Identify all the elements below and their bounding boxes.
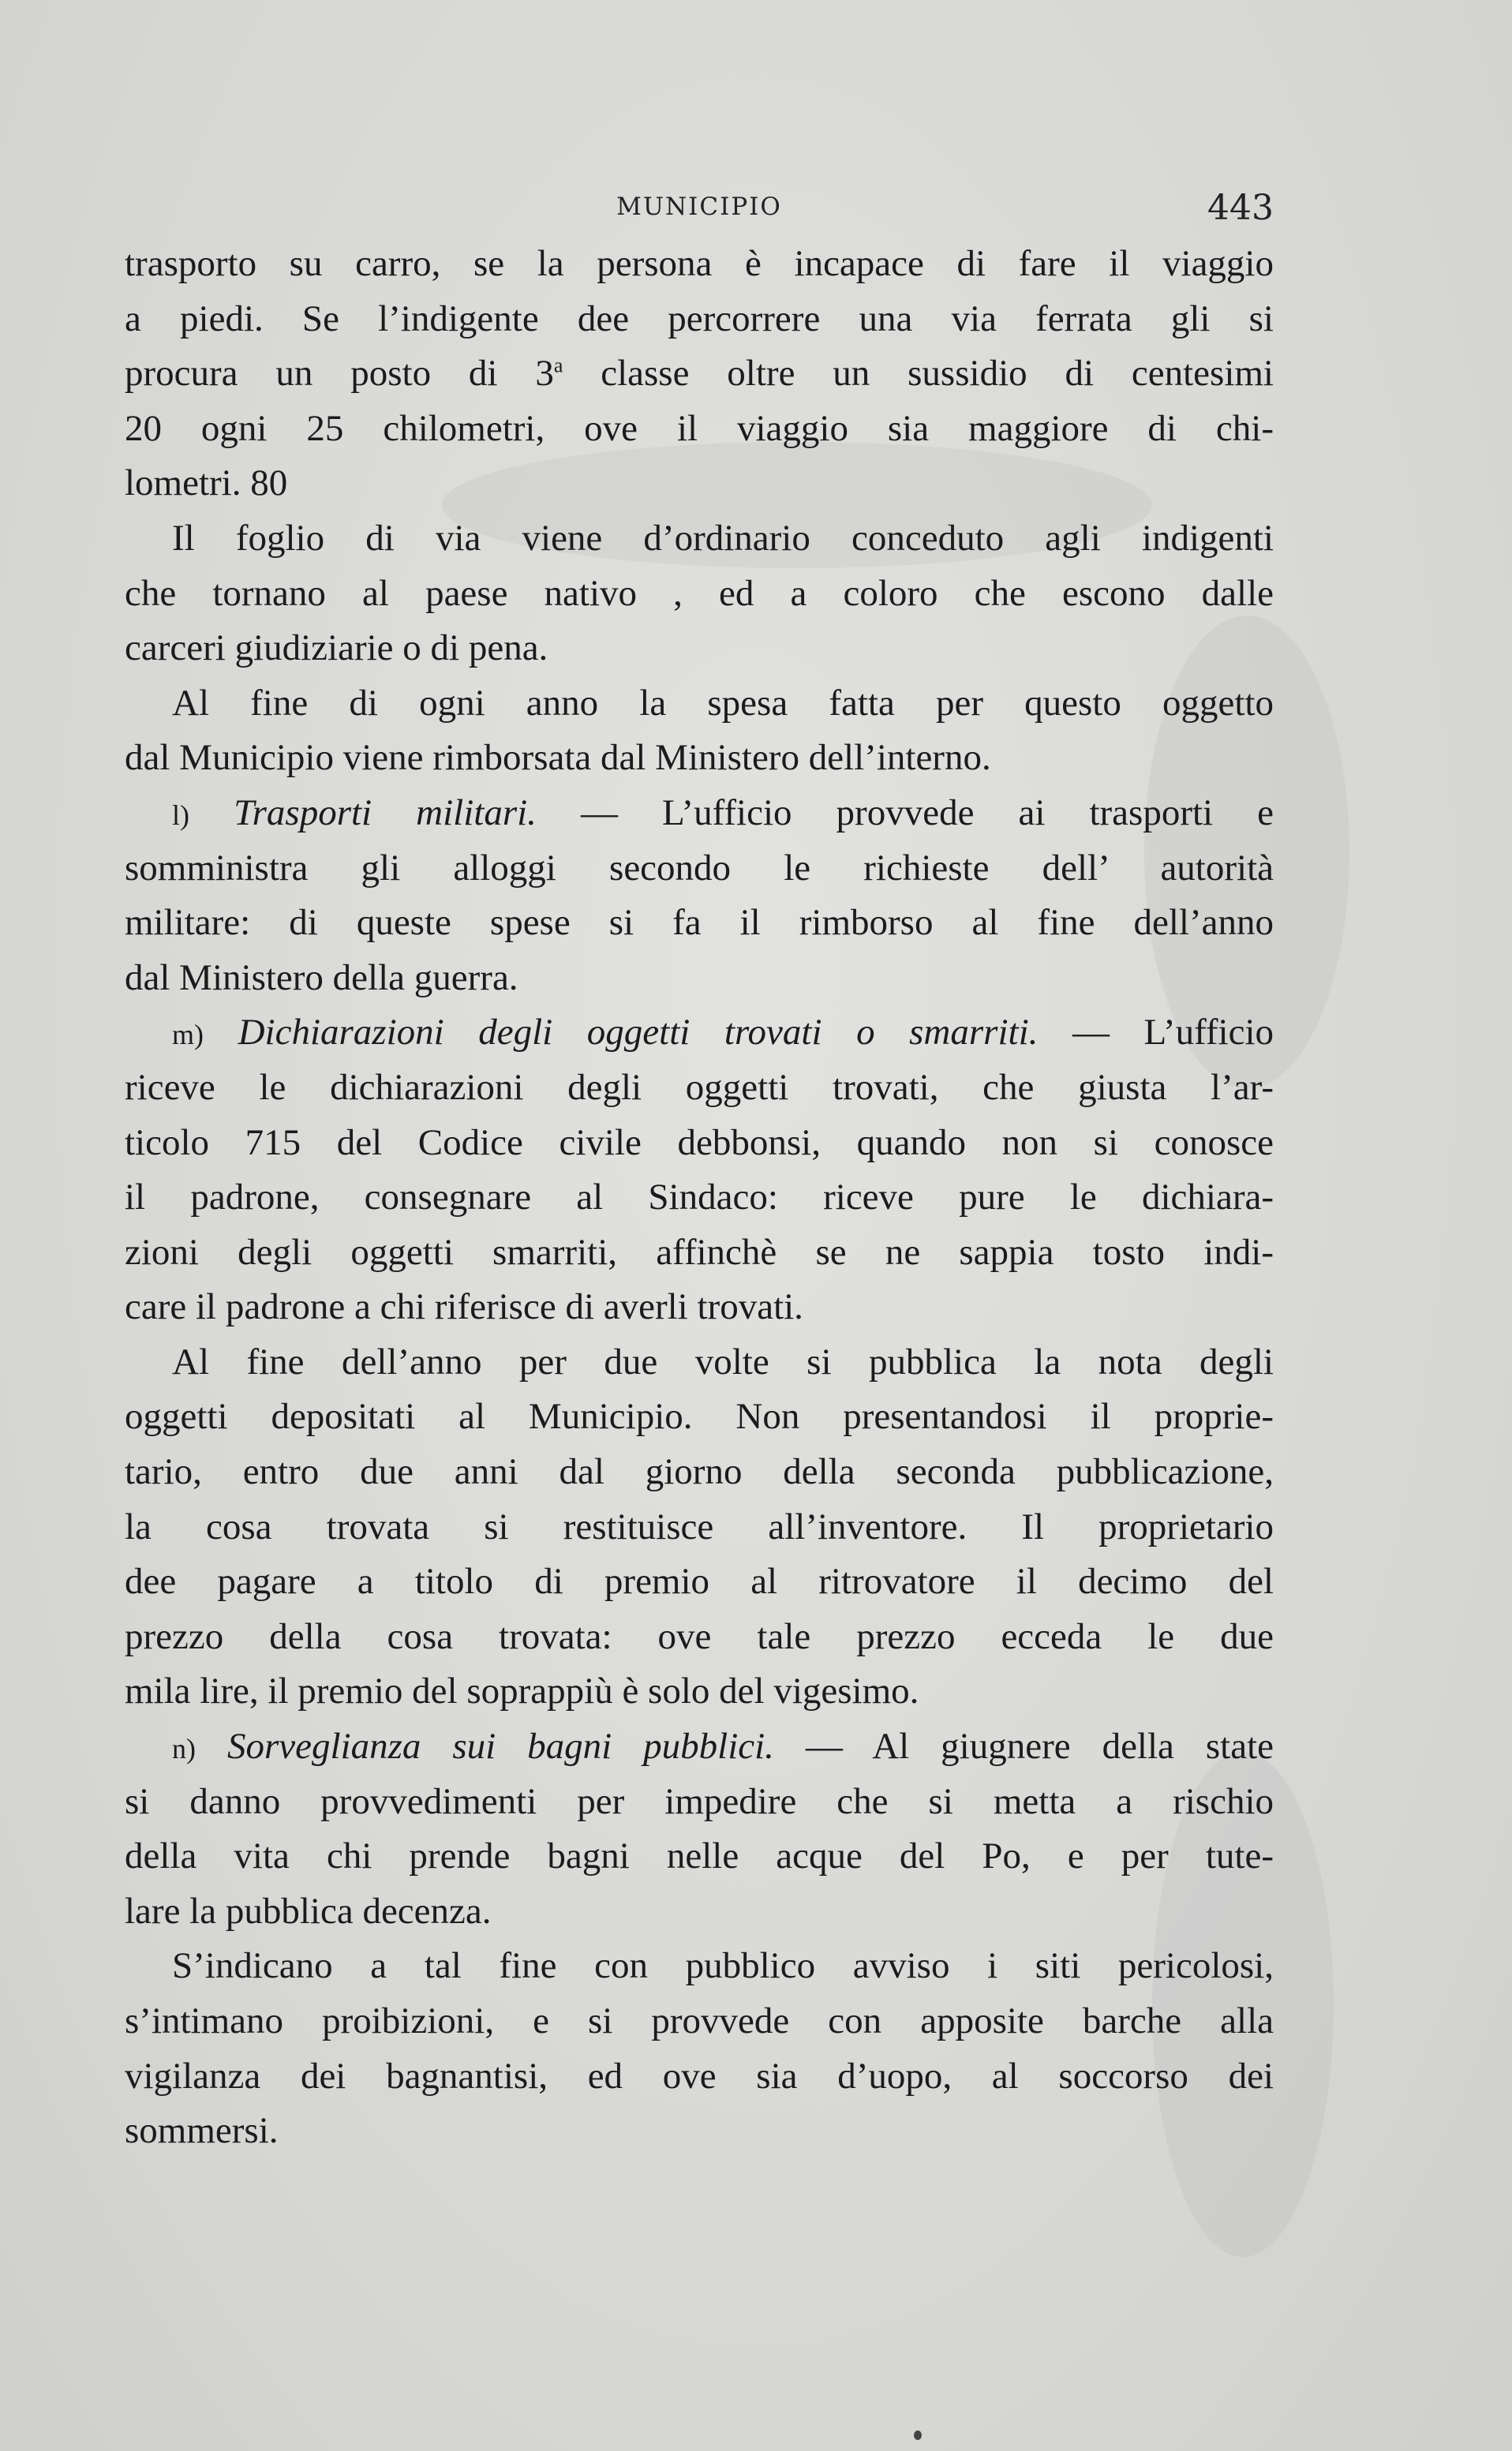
text-line: militare: di queste spese si fa il rimborso al fine dell’anno [125,902,1274,944]
text-line: care il padrone a chi riferisce di averli trovati. [125,1286,803,1328]
text-line: dee pagare a titolo di premio al ritrovatore il decimo del [125,1561,1274,1603]
running-head: MUNICIPIO [616,193,782,221]
text-line: lometri. 80 [125,462,288,504]
text-segment: — Al giugnere della state [773,1726,1274,1768]
text-line: somministra gli alloggi secondo le richieste dell’ autorità [125,847,1274,889]
text-line: riceve le dichiarazioni degli oggetti trovati, che giusta l’ar- [125,1066,1274,1108]
text-line: 20 ogni 25 chilometri, ove il viaggio sia maggiore di chi- [125,407,1274,449]
text-segment: — L’ufficio [1038,1012,1274,1053]
text-line: sommersi. [125,2110,279,2152]
text-line: della vita chi prende bagni nelle acque del Po, e per tute- [125,1835,1274,1877]
text-line [125,786,1274,841]
section-letter: n) [172,1733,196,1765]
text-line [125,1005,1274,1061]
text-line [125,1719,1274,1775]
body-text [125,237,1274,2159]
text-line: il padrone, consegnare al Sindaco: riceve pure le dichiara- [125,1177,1274,1218]
text-line: la cosa trovata si restituisce all’inventore. Il proprietario [125,1506,1274,1547]
superscript: a [553,354,563,377]
text-line: dal Ministero della guerra. [125,956,518,998]
text-line: carceri giudiziarie o di pena. [125,627,548,669]
ink-speck [914,2430,922,2440]
section-title: Trasporti militari. [234,791,537,833]
text-segment: — L’ufficio provvede ai trasporti e [536,791,1274,833]
text-line: che tornano al paese nativo , ed a coloro che escono dalle [125,572,1274,614]
section-title: Sorveglianza sui bagni pubblici. [226,1726,774,1768]
section-title: Dichiarazioni degli oggetti trovati o smarriti. [238,1012,1039,1053]
section-letter: m) [172,1019,204,1051]
text-line: lare la pubblica decenza. [125,1890,492,1932]
text-line [125,346,1274,402]
text-line: oggetti depositati al Municipio. Non presentandosi il proprie- [125,1396,1274,1438]
section-letter: l) [172,799,189,831]
text-line: prezzo della cosa trovata: ove tale prezzo ecceda le due [125,1615,1274,1657]
text-line: vigilanza dei bagnantisi, ed ove sia d’uopo, al soccorso dei [125,2055,1274,2097]
text-line: zioni degli oggetti smarriti, affinchè se ne sappia tosto indi- [125,1231,1274,1273]
text-line: a piedi. Se l’indigente dee percorrere una via ferrata gli si [125,297,1274,339]
text-segment: procura un posto di 3 [125,353,554,395]
text-line: S’indicano a tal fine con pubblico avviso i siti pericolosi, [172,1945,1274,1987]
text-line: mila lire, il premio del soprappiù è solo del vigesimo. [125,1671,919,1712]
text-line: Il foglio di via viene d’ordinario conceduto agli indigenti [172,517,1274,559]
text-line: dal Municipio viene rimborsata dal Ministero dell’interno. [125,737,991,779]
text-line: s’intimano proibizioni, e si provvede con apposite barche alla [125,2000,1274,2041]
text-segment: classe oltre un sussidio di centesimi [563,353,1274,395]
text-line: tario, entro due anni dal giorno della seconda pubblicazione, [125,1451,1274,1493]
page-header [125,188,1274,227]
text-line: Al fine di ogni anno la spesa fatta per questo oggetto [172,682,1274,724]
text-line: Al fine dell’anno per due volte si pubblica la nota degli [172,1341,1274,1383]
text-line: si danno provvedimenti per impedire che si metta a rischio [125,1780,1274,1822]
text-line: trasporto su carro, se la persona è incapace di fare il viaggio [125,243,1274,284]
text-line: ticolo 715 del Codice civile debbonsi, quando non si conosce [125,1121,1274,1163]
page-number: 443 [1207,188,1274,228]
